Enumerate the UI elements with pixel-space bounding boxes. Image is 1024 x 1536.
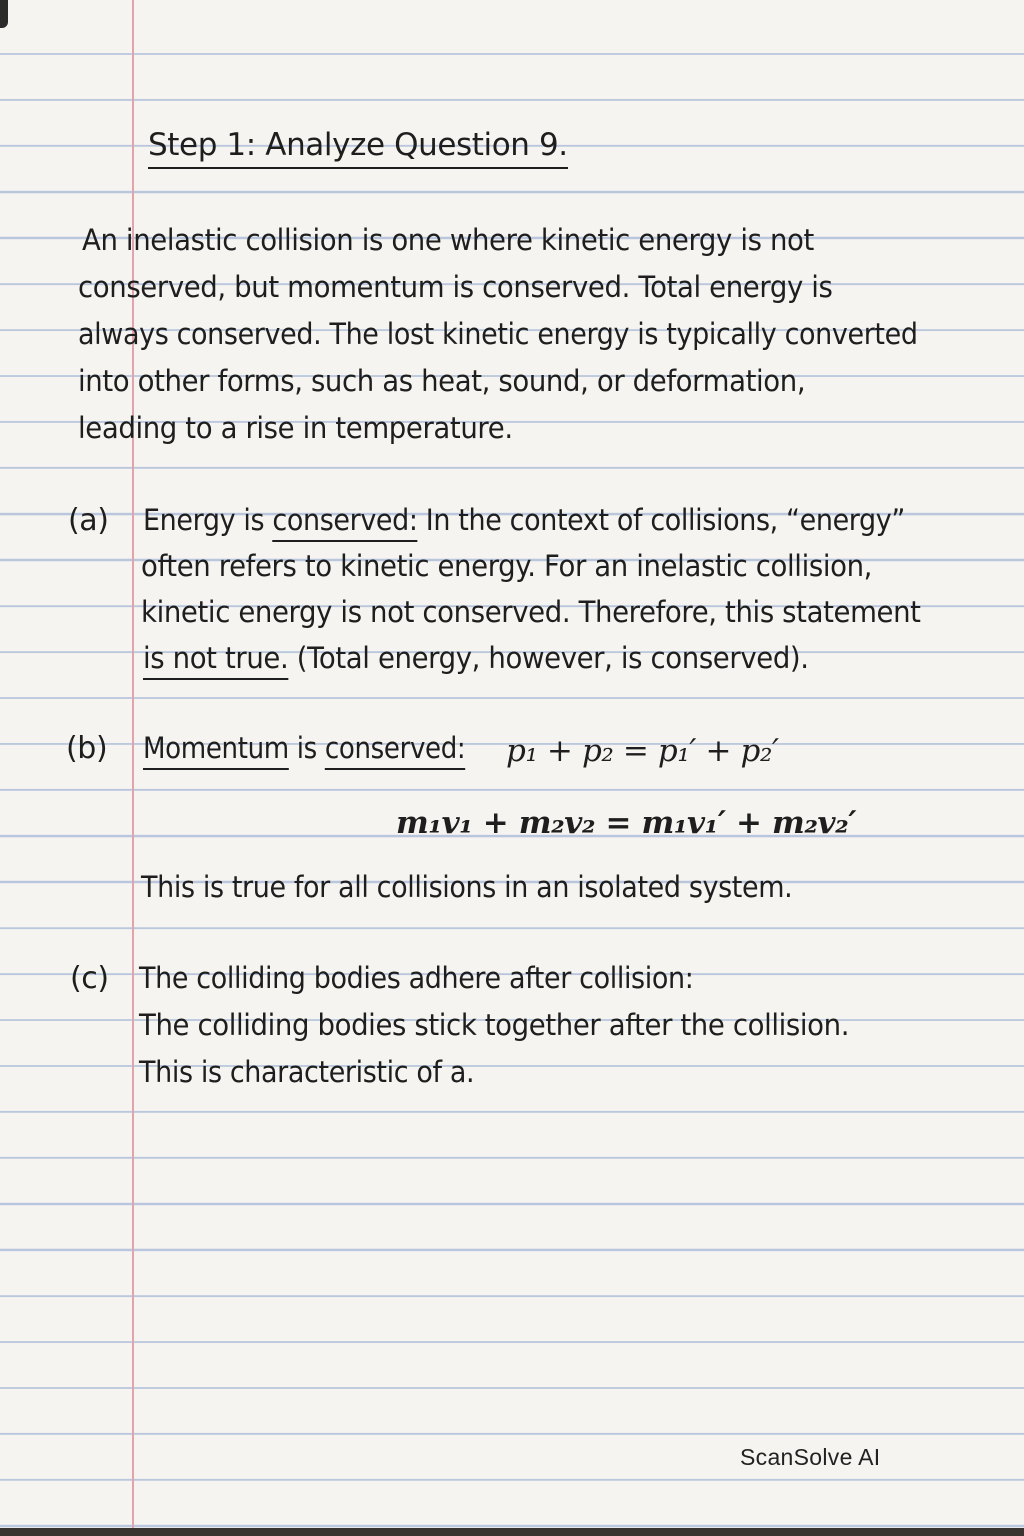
part-b-note: This is true for all collisions in an isolated system.: [141, 870, 793, 904]
part-b-lead-is: is: [288, 731, 325, 765]
part-a-line-1-rest: In the context of collisions, “energy”: [417, 503, 905, 537]
part-b-lead-conserved: conserved:: [325, 731, 466, 770]
part-a-line-4: [143, 641, 809, 675]
part-c-label: (c): [70, 961, 109, 996]
momentum-equation: p₁ + p₂ = p₁′ + p₂′: [506, 733, 779, 769]
page-title: Step 1: Analyze Question 9.: [148, 130, 568, 169]
watermark: ScanSolve AI: [740, 1444, 881, 1470]
page-bottom-edge: [0, 1528, 1024, 1536]
intro-line-5: leading to a rise in temperature.: [78, 411, 513, 445]
intro-line-4: into other forms, such as heat, sound, or deformation,: [78, 364, 806, 398]
part-c-line-1: The colliding bodies adhere after collision:: [139, 961, 694, 995]
part-a-label: (a): [68, 503, 109, 538]
part-a-lead-underlined: conserved:: [272, 503, 417, 542]
intro-line-3: always conserved. The lost kinetic energy is typically converted: [78, 317, 918, 351]
part-b-label: (b): [66, 731, 108, 766]
part-c-line-3: This is characteristic of a.: [139, 1055, 475, 1089]
part-a-lead: Energy is: [143, 503, 273, 537]
momentum-mass-velocity-equation: m₁v₁ + m₂v₂ = m₁v₁′ + m₂v₂′: [396, 805, 857, 841]
part-b-lead-momentum: Momentum: [143, 731, 289, 770]
page-corner-shadow: [0, 0, 8, 28]
intro-line-2: conserved, but momentum is conserved. Total energy is: [78, 270, 833, 304]
part-a-line-4-rest: (Total energy, however, is conserved).: [288, 641, 809, 675]
part-a-conclusion: is not true.: [143, 641, 288, 680]
part-a-line-1: [143, 503, 905, 537]
part-c-line-2: The colliding bodies stick together after the collision.: [139, 1008, 850, 1042]
part-a-line-3: kinetic energy is not conserved. Therefore, this statement: [141, 595, 921, 629]
part-b-lead: [143, 731, 466, 765]
intro-line-1: An inelastic collision is one where kinetic energy is not: [82, 223, 814, 257]
part-a-line-2: often refers to kinetic energy. For an inelastic collision,: [141, 549, 873, 583]
